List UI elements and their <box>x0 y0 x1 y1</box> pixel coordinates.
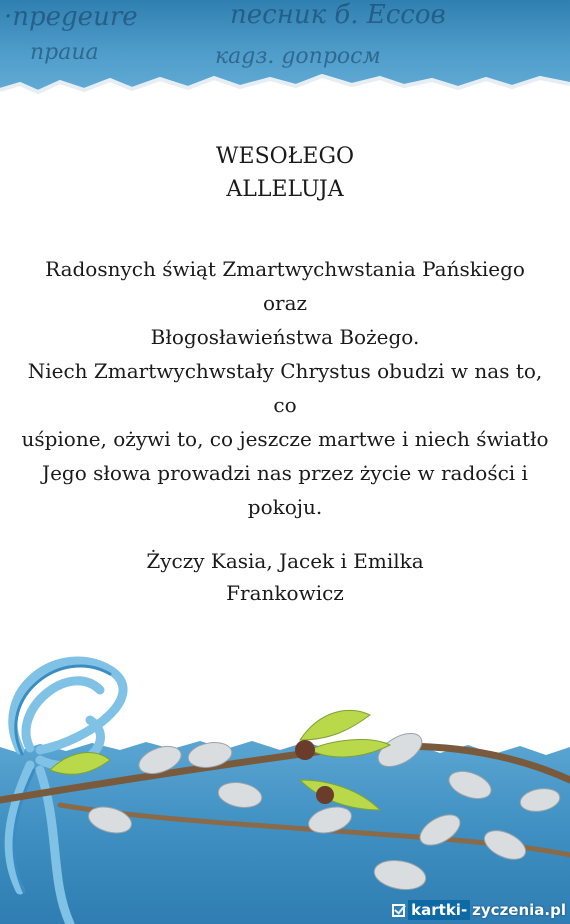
message-line: Błogosławieństwa Bożego. <box>150 325 420 349</box>
brand-watermark[interactable] <box>392 899 566 921</box>
message-line: Radosnych świąt Zmartwychwstania Pańskiego oraz <box>45 257 525 315</box>
decorative-handwriting: песник б. Ессов <box>230 0 446 30</box>
message-line: Niech Zmartwychwstały Chrystus obudzi w nas to, co <box>27 359 543 417</box>
message-line: Jego słowa prowadzi nas przez życie w radości i <box>42 461 528 485</box>
headline-line: ALLELUJA <box>226 177 344 202</box>
headline-line: WESOŁEGO <box>215 144 355 169</box>
headline <box>0 140 570 206</box>
decorative-handwriting: пpaua <box>30 40 99 65</box>
signature-line: Frankowicz <box>226 581 344 605</box>
brand-part-2: zyczenia.pl <box>472 901 566 919</box>
checkbox-icon <box>392 904 405 917</box>
decorative-handwriting: ·npegeиre <box>4 2 138 32</box>
decorative-handwriting: кagз. gопросм <box>215 44 381 69</box>
greeting-message <box>20 252 550 524</box>
brand-part-1: kartki- <box>408 900 470 920</box>
pussy-willow-branch-icon <box>0 630 570 924</box>
signature <box>0 545 570 609</box>
torn-paper-edge-top <box>0 70 570 130</box>
message-line: uśpione, ożywi to, co jeszcze martwe i niech światło <box>21 427 549 451</box>
message-line: pokoju. <box>247 495 323 519</box>
signature-line: Życzy Kasia, Jacek i Emilka <box>146 549 424 573</box>
